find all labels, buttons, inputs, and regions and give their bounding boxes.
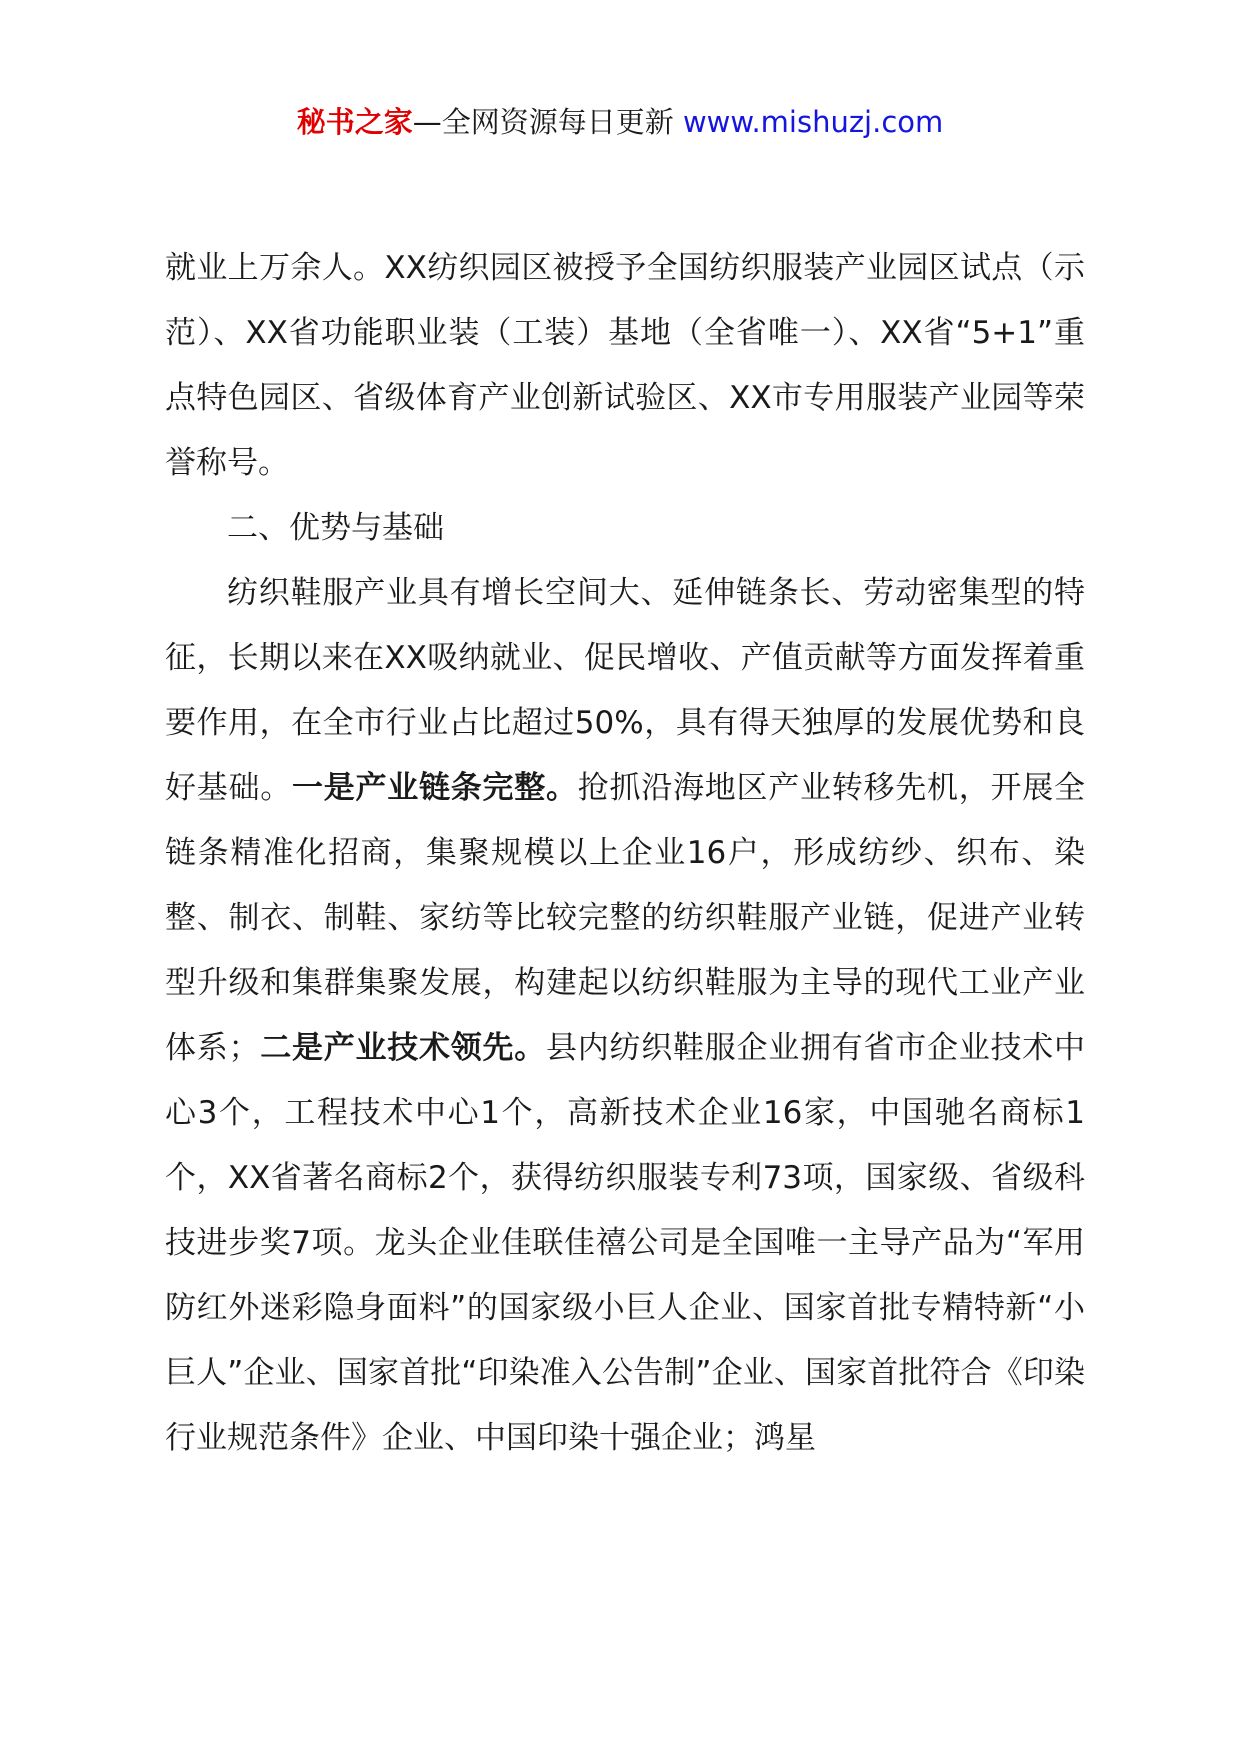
paragraph-honors: 就业上万余人。XX纺织园区被授予全国纺织服装产业园区试点（示范）、XX省功能职业装（工装）基地（全省唯一）、XX省“5+1”重点特色园区、省级体育产业创新试验区、XX市专用服装产业园等荣誉称号。 <box>165 250 1085 481</box>
document-body <box>165 236 1085 1471</box>
section-heading: 二、优势与基础 <box>227 510 444 546</box>
paragraph-advantages-intro: 纺织鞋服产业具有增长空间大、延伸链条长、劳动密集型的特征，长期以来在XX吸纳就业、促民增收、产值贡献等方面发挥着重要作用，在全市行业占比超过50%，具有得天独厚的发展优势和良好基础。 <box>165 575 1085 806</box>
site-url-link[interactable]: www.mishuzj.com <box>682 105 944 139</box>
point-two-heading: 二是产业技术领先。 <box>259 1030 546 1066</box>
site-brand: 秘书之家 <box>296 105 413 139</box>
point-one-heading: 一是产业链条完整。 <box>292 770 578 806</box>
point-two-text: 县内纺织鞋服企业拥有省市企业技术中心3个，工程技术中心1个，高新技术企业16家，中国驰名商标1个，XX省著名商标2个，获得纺织服装专利73项，国家级、省级科技进步奖7项。龙头企业佳联佳禧公司是全国唯一主导产品为“军用防红外迷彩隐身面料”的国家级小巨人企业、国家首批专精特新“小巨人”企业、国家首批“印染准入公告制”企业、国家首批符合《印染行业规范条件》企业、中国印染十强企业；鸿星 <box>165 1030 1085 1456</box>
point-one-text: 抢抓沿海地区产业转移先机，开展全链条精准化招商，集聚规模以上企业16户，形成纺纱、织布、染整、制衣、制鞋、家纺等比较完整的纺织鞋服产业链，促进产业转型升级和集群集聚发展，构建起以纺织鞋服为主导的现代工业产业体系； <box>165 770 1085 1066</box>
site-tagline: —全网资源每日更新 <box>412 105 674 139</box>
page-header <box>0 100 1240 144</box>
paragraph-advantages <box>165 561 1085 1471</box>
